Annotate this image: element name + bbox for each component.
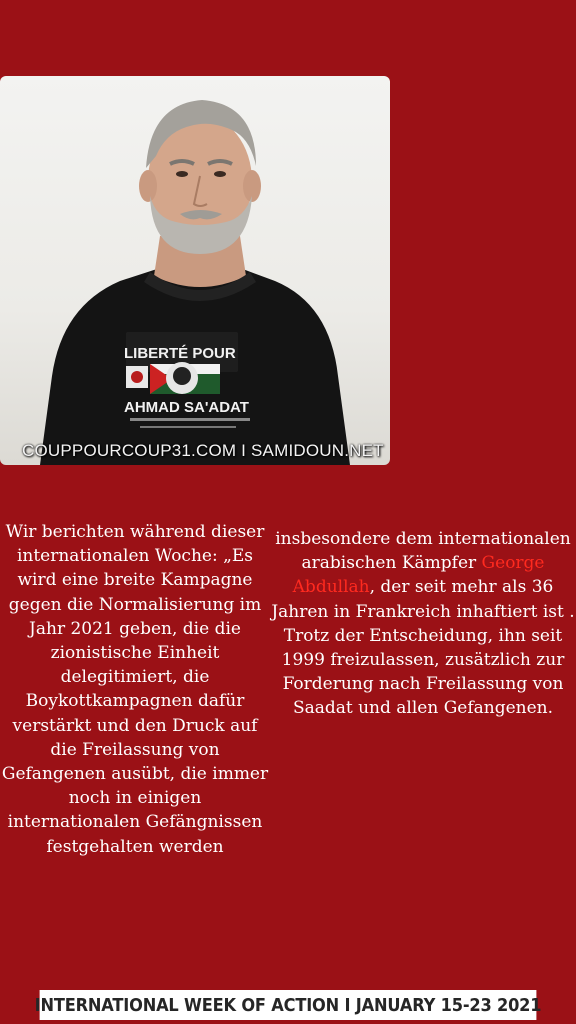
photo-credit: COUPPOURCOUP31.COM I SAMIDOUN.NET — [22, 441, 384, 460]
shirt-text-line1: LIBERTÉ POUR — [124, 345, 236, 362]
footer-banner: INTERNATIONAL WEEK OF ACTION I JANUARY 15-23 2021 — [40, 990, 537, 1020]
text-column-right — [270, 527, 576, 721]
text-right-before: insbesondere dem internationalen arabischen Kämpfer — [275, 529, 571, 574]
portrait-illustration — [0, 76, 390, 465]
text-right-after: , der seit mehr als 36 Jahren in Frankreich inhaftiert ist . Trotz der Entscheidung, ihn seit 1999 freizulassen, zusätzlich zur Forderung nach Freilassung von Saadat und allen Gefangenen. — [271, 577, 575, 719]
highlight-name: George Abdullah — [292, 553, 545, 598]
portrait-photo — [0, 76, 390, 465]
shirt-text-line2: AHMAD SA'ADAT — [124, 399, 249, 416]
text-column-left: Wir berichten während dieser internationalen Woche: „Es wird eine breite Kampagne gegen die Normalisierung im Jahr 2021 geben, die die zionistische Einheit delegitimiert, die Boykottkampagnen dafür verstärkt und den Druck auf die Freilassung von Gefangenen ausübt, die immer noch in einigen internationalen Gefängnissen festgehalten werden — [1, 522, 269, 857]
